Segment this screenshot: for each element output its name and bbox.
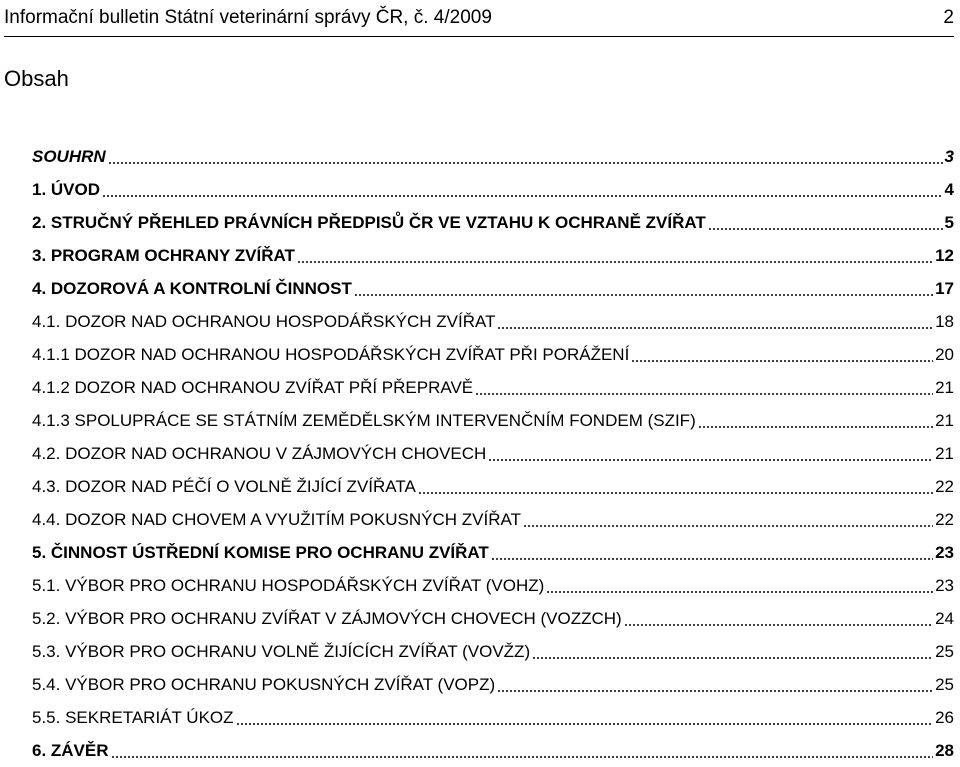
toc-entry-label: 4.1.1 DOZOR NAD OCHRANOU HOSPODÁŘSKÝCH ZVÍŘAT PŘI PORÁŽENÍ [32, 344, 630, 364]
toc-leader-dots [523, 525, 933, 527]
toc-entry-page: 28 [935, 740, 954, 760]
toc-leader-dots [102, 195, 943, 197]
toc-entry[interactable] [32, 503, 954, 536]
toc-entry-page: 18 [935, 311, 954, 331]
bulletin-title: Informační bulletin Státní veterinární správy ČR, č. 4/2009 [4, 7, 492, 28]
toc-entry[interactable] [32, 338, 954, 371]
toc-entry[interactable] [32, 569, 954, 602]
toc-entry-page: 26 [935, 707, 954, 727]
toc-entry-label: 4. DOZOROVÁ A KONTROLNÍ ČINNOST [32, 278, 352, 298]
page-number: 2 [943, 7, 954, 28]
toc-entry[interactable] [32, 602, 954, 635]
toc-entry-page: 20 [935, 344, 954, 364]
toc-leader-dots [488, 459, 933, 461]
toc-entry[interactable] [32, 206, 954, 239]
toc-entry[interactable] [32, 470, 954, 503]
toc-leader-dots [708, 228, 943, 230]
toc-entry-page: 5 [944, 212, 954, 232]
toc-entry-page: 4 [944, 179, 954, 199]
toc-entry-page: 3 [944, 146, 954, 166]
toc-entry-page: 25 [935, 674, 954, 694]
toc-entry[interactable] [32, 272, 954, 305]
toc-entry[interactable] [32, 734, 954, 767]
toc-leader-dots [111, 756, 934, 758]
toc-entry-label: 4.2. DOZOR NAD OCHRANOU V ZÁJMOVÝCH CHOVECH [32, 443, 487, 463]
toc-entry-page: 24 [935, 608, 954, 628]
toc-leader-dots [497, 327, 933, 329]
toc-entry-page: 21 [935, 377, 954, 397]
toc-entry[interactable] [32, 668, 954, 701]
toc-entry-label: 5. ČINNOST ÚSTŘEDNÍ KOMISE PRO OCHRANU ZVÍŘAT [32, 542, 489, 562]
toc-entry[interactable] [32, 371, 954, 404]
toc-entry[interactable] [32, 239, 954, 272]
toc-entry[interactable] [32, 437, 954, 470]
toc-entry-label: 4.3. DOZOR NAD PÉČÍ O VOLNĚ ŽIJÍCÍ ZVÍŘATA [32, 476, 416, 496]
toc-entry-label: 4.4. DOZOR NAD CHOVEM A VYUŽITÍM POKUSNÝCH ZVÍŘAT [32, 509, 521, 529]
toc-leader-dots [631, 360, 933, 362]
toc-entry[interactable] [32, 701, 954, 734]
toc-entry[interactable] [32, 173, 954, 206]
toc-entry-label: 5.2. VÝBOR PRO OCHRANU ZVÍŘAT V ZÁJMOVÝCH CHOVECH (VOZZCH) [32, 608, 622, 628]
toc-leader-dots [491, 558, 933, 560]
toc-leader-dots [297, 261, 933, 263]
toc-entry-label: 5.5. SEKRETARIÁT ÚKOZ [32, 707, 234, 727]
toc-entry-page: 25 [935, 641, 954, 661]
toc-entry[interactable] [32, 140, 954, 173]
toc-entry-label: SOUHRN [32, 146, 106, 166]
toc-entry-page: 23 [935, 542, 954, 562]
toc-leader-dots [475, 393, 933, 395]
toc-leader-dots [108, 162, 943, 164]
toc-entry-page: 22 [935, 476, 954, 496]
toc-entry-page: 12 [935, 245, 954, 265]
toc-leader-dots [624, 624, 933, 626]
page-header [4, 0, 954, 37]
toc-leader-dots [546, 591, 933, 593]
toc-entry-label: 3. PROGRAM OCHRANY ZVÍŘAT [32, 245, 295, 265]
toc-leader-dots [418, 492, 933, 494]
toc-entry-label: 6. ZÁVĚR [32, 740, 109, 760]
toc-leader-dots [354, 294, 933, 296]
toc-entry-label: 5.1. VÝBOR PRO OCHRANU HOSPODÁŘSKÝCH ZVÍŘAT (VOHZ) [32, 575, 545, 595]
toc-entry[interactable] [32, 635, 954, 668]
toc-entry-page: 23 [935, 575, 954, 595]
toc-entry-page: 21 [935, 443, 954, 463]
contents-heading: Obsah [4, 66, 69, 91]
toc-leader-dots [236, 723, 934, 725]
toc-entry-label: 1. ÚVOD [32, 179, 101, 199]
toc-entry[interactable] [32, 305, 954, 338]
toc-leader-dots [698, 426, 933, 428]
toc-entry-page: 21 [935, 410, 954, 430]
toc-entry-label: 2. STRUČNÝ PŘEHLED PRÁVNÍCH PŘEDPISŮ ČR VE VZTAHU K OCHRANĚ ZVÍŘAT [32, 212, 706, 232]
toc-entry-label: 4.1. DOZOR NAD OCHRANOU HOSPODÁŘSKÝCH ZVÍŘAT [32, 311, 496, 331]
toc-entry[interactable] [32, 404, 954, 437]
toc-entry-label: 5.3. VÝBOR PRO OCHRANU VOLNĚ ŽIJÍCÍCH ZVÍŘAT (VOVŽZ) [32, 641, 531, 661]
toc-leader-dots [532, 657, 933, 659]
toc-entry-label: 5.4. VÝBOR PRO OCHRANU POKUSNÝCH ZVÍŘAT (VOPZ) [32, 674, 496, 694]
toc-entry-page: 22 [935, 509, 954, 529]
toc-entry[interactable] [32, 536, 954, 569]
toc-entry-page: 17 [935, 278, 954, 298]
toc-entry-label: 4.1.2 DOZOR NAD OCHRANOU ZVÍŘAT PŘÍ PŘEPRAVĚ [32, 377, 474, 397]
table-of-contents [32, 140, 954, 767]
toc-leader-dots [497, 690, 933, 692]
toc-entry-label: 4.1.3 SPOLUPRÁCE SE STÁTNÍM ZEMĚDĚLSKÝM INTERVENČNÍM FONDEM (SZIF) [32, 410, 696, 430]
